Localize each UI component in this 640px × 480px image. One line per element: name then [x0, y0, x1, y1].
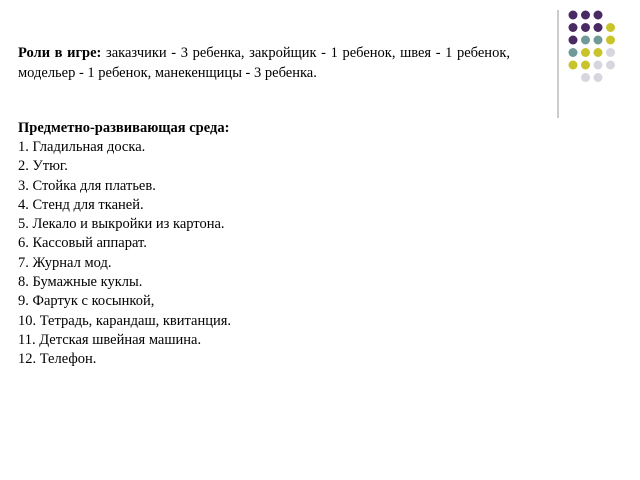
decorative-dot	[594, 23, 603, 32]
decorative-dot	[594, 48, 603, 57]
environment-list	[18, 138, 231, 370]
decorative-dot	[581, 73, 590, 82]
roles-label: Роли в игре:	[18, 45, 102, 61]
decorative-dot	[581, 36, 590, 45]
environment-item: 3. Стойка для платьев.	[18, 177, 156, 194]
decorative-dot	[594, 73, 603, 82]
decorative-dot	[594, 11, 603, 20]
environment-item: 2. Утюг.	[18, 158, 68, 175]
decorative-dot	[569, 61, 578, 70]
decorative-dot	[581, 11, 590, 20]
environment-item: 9. Фартук с косынкой,	[18, 293, 155, 310]
decorative-dot	[569, 36, 578, 45]
environment-item: 5. Лекало и выкройки из картона.	[18, 216, 225, 233]
environment-item: 12. Телефон.	[18, 351, 97, 368]
environment-item: 8. Бумажные куклы.	[18, 274, 143, 291]
environment-item: 10. Тетрадь, карандаш, квитанция.	[18, 312, 232, 329]
decorative-dot	[606, 48, 615, 57]
roles-text: заказчики - 3 ребенка, закройщик - 1 ребенок, швея - 1 ребенок, модельер - 1 ребенок, манекенщицы - 3 ребенка.	[18, 45, 510, 81]
environment-item: 7. Журнал мод.	[18, 254, 112, 271]
dot-pattern	[569, 11, 616, 83]
decorative-dot	[594, 36, 603, 45]
decorative-dot	[581, 61, 590, 70]
roles-paragraph	[18, 43, 510, 83]
decorative-dot	[606, 23, 615, 32]
decorative-dot	[606, 36, 615, 45]
environment-item: 6. Кассовый аппарат.	[18, 235, 147, 252]
environment-item: 4. Стенд для тканей.	[18, 196, 144, 213]
decorative-dot	[606, 61, 615, 70]
environment-item: 11. Детская швейная машина.	[18, 331, 202, 348]
decorative-dot	[569, 23, 578, 32]
environment-item: 1. Гладильная доска.	[18, 139, 146, 155]
decorative-dot	[581, 23, 590, 32]
decorative-dot	[569, 48, 578, 57]
decorative-dot	[569, 11, 578, 20]
decorative-dot	[581, 48, 590, 57]
decorative-dot	[594, 61, 603, 70]
environment-title: Предметно-развивающая среда:	[18, 120, 230, 136]
